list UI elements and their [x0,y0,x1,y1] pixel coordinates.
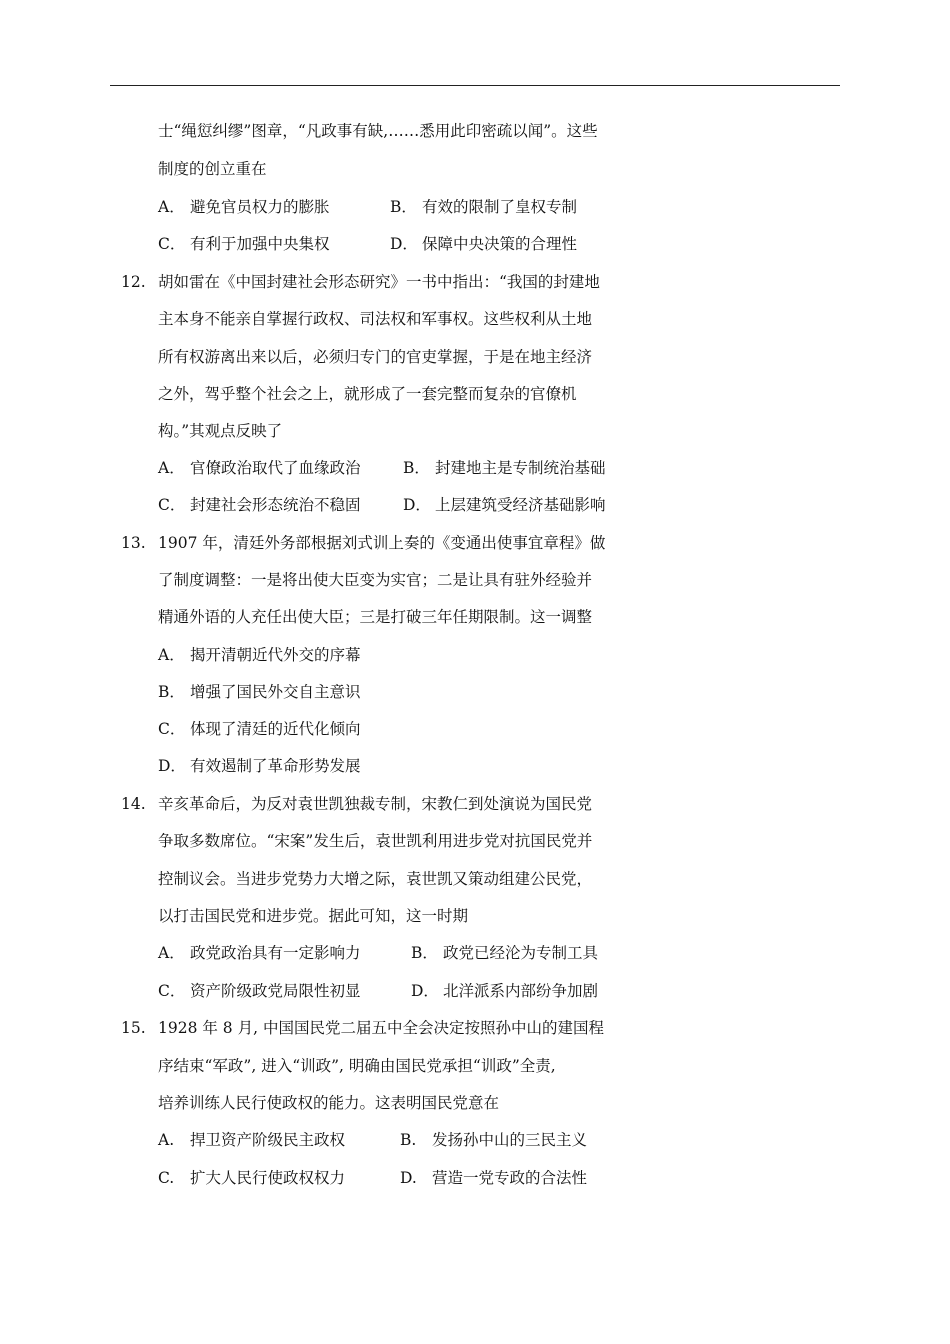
option-label: D． [403,496,431,514]
q11-option-a[interactable] [158,197,330,217]
q13-stem-line-3: 精通外语的人充任出使大臣；三是打破三年任期限制。这一调整 [158,608,593,626]
q11-stem-line-1: 士“绳愆纠缪”图章，“凡政事有缺,……悉用此印密疏以闻”。这些 [158,122,598,140]
q15-stem-line-2: 序结束“军政”, 进入“训政”, 明确由国民党承担“训政”全责, [158,1057,556,1075]
option-text: 资产阶级政党局限性初显 [190,982,361,1000]
option-label: C． [158,720,186,738]
option-text: 体现了清廷的近代化倾向 [190,720,361,738]
q12-stem-line-3: 所有权游离出来以后，必须归专门的官吏掌握，于是在地主经济 [158,348,593,366]
option-text: 有利于加强中央集权 [190,235,330,253]
q15-stem-line-1: 1928 年 8 月, 中国国民党二届五中全会决定按照孙中山的建国程 [158,1019,604,1037]
q11-option-b[interactable] [390,197,577,217]
option-label: B． [411,944,438,962]
q14-option-a[interactable] [158,943,361,963]
option-label: A． [158,198,185,216]
option-label: D． [411,982,439,1000]
option-label: A． [158,459,185,477]
q11-stem-line-2: 制度的创立重在 [158,160,267,178]
q13-stem-line-2: 了制度调整：一是将出使大臣变为实官；二是让具有驻外经验并 [158,571,593,589]
q15-option-d[interactable] [400,1168,587,1188]
option-label: C. [158,1169,175,1187]
option-text: 封建地主是专制统治基础 [435,459,606,477]
q12-option-a[interactable] [158,458,361,478]
option-text: 扩大人民行使政权权力 [190,1169,346,1187]
q12-stem-line-5: 构。”其观点反映了 [158,422,283,440]
q13-stem-line-1: 1907 年，清廷外务部根据刘式训上奏的《变通出使事宜章程》做 [158,534,606,552]
option-label: B． [158,683,185,701]
q12-stem-line-1: 胡如雷在《中国封建社会形态研究》一书中指出：“我国的封建地 [158,273,600,291]
q15-number: 15. [121,1019,146,1037]
option-text: 有效的限制了皇权专制 [422,198,578,216]
option-text: 营造一党专政的合法性 [432,1169,588,1187]
option-label: B． [403,459,430,477]
q12-option-b[interactable] [403,458,606,478]
q14-stem-line-3: 控制议会。当进步党势力大增之际，袁世凯又策动组建公民党， [158,870,593,888]
option-text: 官僚政治取代了血缘政治 [190,459,361,477]
q13-option-b[interactable] [158,682,361,702]
q11-option-c[interactable] [158,234,330,254]
q12-stem-line-2: 主本身不能亲自掌握行政权、司法权和军事权。这些权利从土地 [158,310,593,328]
q13-number: 13. [121,534,146,552]
option-label: C． [158,496,186,514]
option-text: 北洋派系内部纷争加剧 [443,982,599,1000]
q15-option-a[interactable] [158,1130,345,1150]
option-label: C． [158,982,186,1000]
header-rule [110,85,840,86]
option-text: 保障中央决策的合理性 [422,235,578,253]
q12-number: 12. [121,273,146,291]
q11-option-d[interactable] [390,234,577,254]
option-label: B． [390,198,417,216]
q14-number: 14. [121,795,146,813]
q15-option-b[interactable] [400,1130,587,1150]
option-text: 揭开清朝近代外交的序幕 [190,646,361,664]
q14-stem-line-4: 以打击国民党和进步党。据此可知，这一时期 [158,907,469,925]
option-text: 政党已经沦为专制工具 [443,944,599,962]
q14-stem-line-1: 辛亥革命后，为反对袁世凯独裁专制，宋教仁到处演说为国民党 [158,795,593,813]
q14-option-b[interactable] [411,943,598,963]
q15-option-c[interactable] [158,1168,345,1188]
q12-option-d[interactable] [403,495,606,515]
q13-option-d[interactable] [158,756,361,776]
option-label: A． [158,646,185,664]
option-label: D． [390,235,418,253]
option-label: A． [158,944,185,962]
q12-stem-line-4: 之外，驾乎整个社会之上，就形成了一套完整而复杂的官僚机 [158,385,577,403]
option-text: 避免官员权力的膨胀 [190,198,330,216]
option-text: 增强了国民外交自主意识 [190,683,361,701]
option-label: D. [400,1169,417,1187]
option-text: 发扬孙中山的三民主义 [432,1131,588,1149]
option-label: B. [400,1131,417,1149]
option-text: 上层建筑受经济基础影响 [435,496,606,514]
q13-option-c[interactable] [158,719,361,739]
option-text: 政党政治具有一定影响力 [190,944,361,962]
option-label: A. [158,1131,175,1149]
option-label: D． [158,757,186,775]
q14-stem-line-2: 争取多数席位。“宋案”发生后，袁世凯利用进步党对抗国民党并 [158,832,593,850]
option-label: C． [158,235,186,253]
q12-option-c[interactable] [158,495,361,515]
q15-stem-line-3: 培养训练人民行使政权的能力。这表明国民党意在 [158,1094,500,1112]
q14-option-c[interactable] [158,981,361,1001]
option-text: 有效遏制了革命形势发展 [190,757,361,775]
option-text: 捍卫资产阶级民主政权 [190,1131,346,1149]
q13-option-a[interactable] [158,645,361,665]
q14-option-d[interactable] [411,981,598,1001]
option-text: 封建社会形态统治不稳固 [190,496,361,514]
